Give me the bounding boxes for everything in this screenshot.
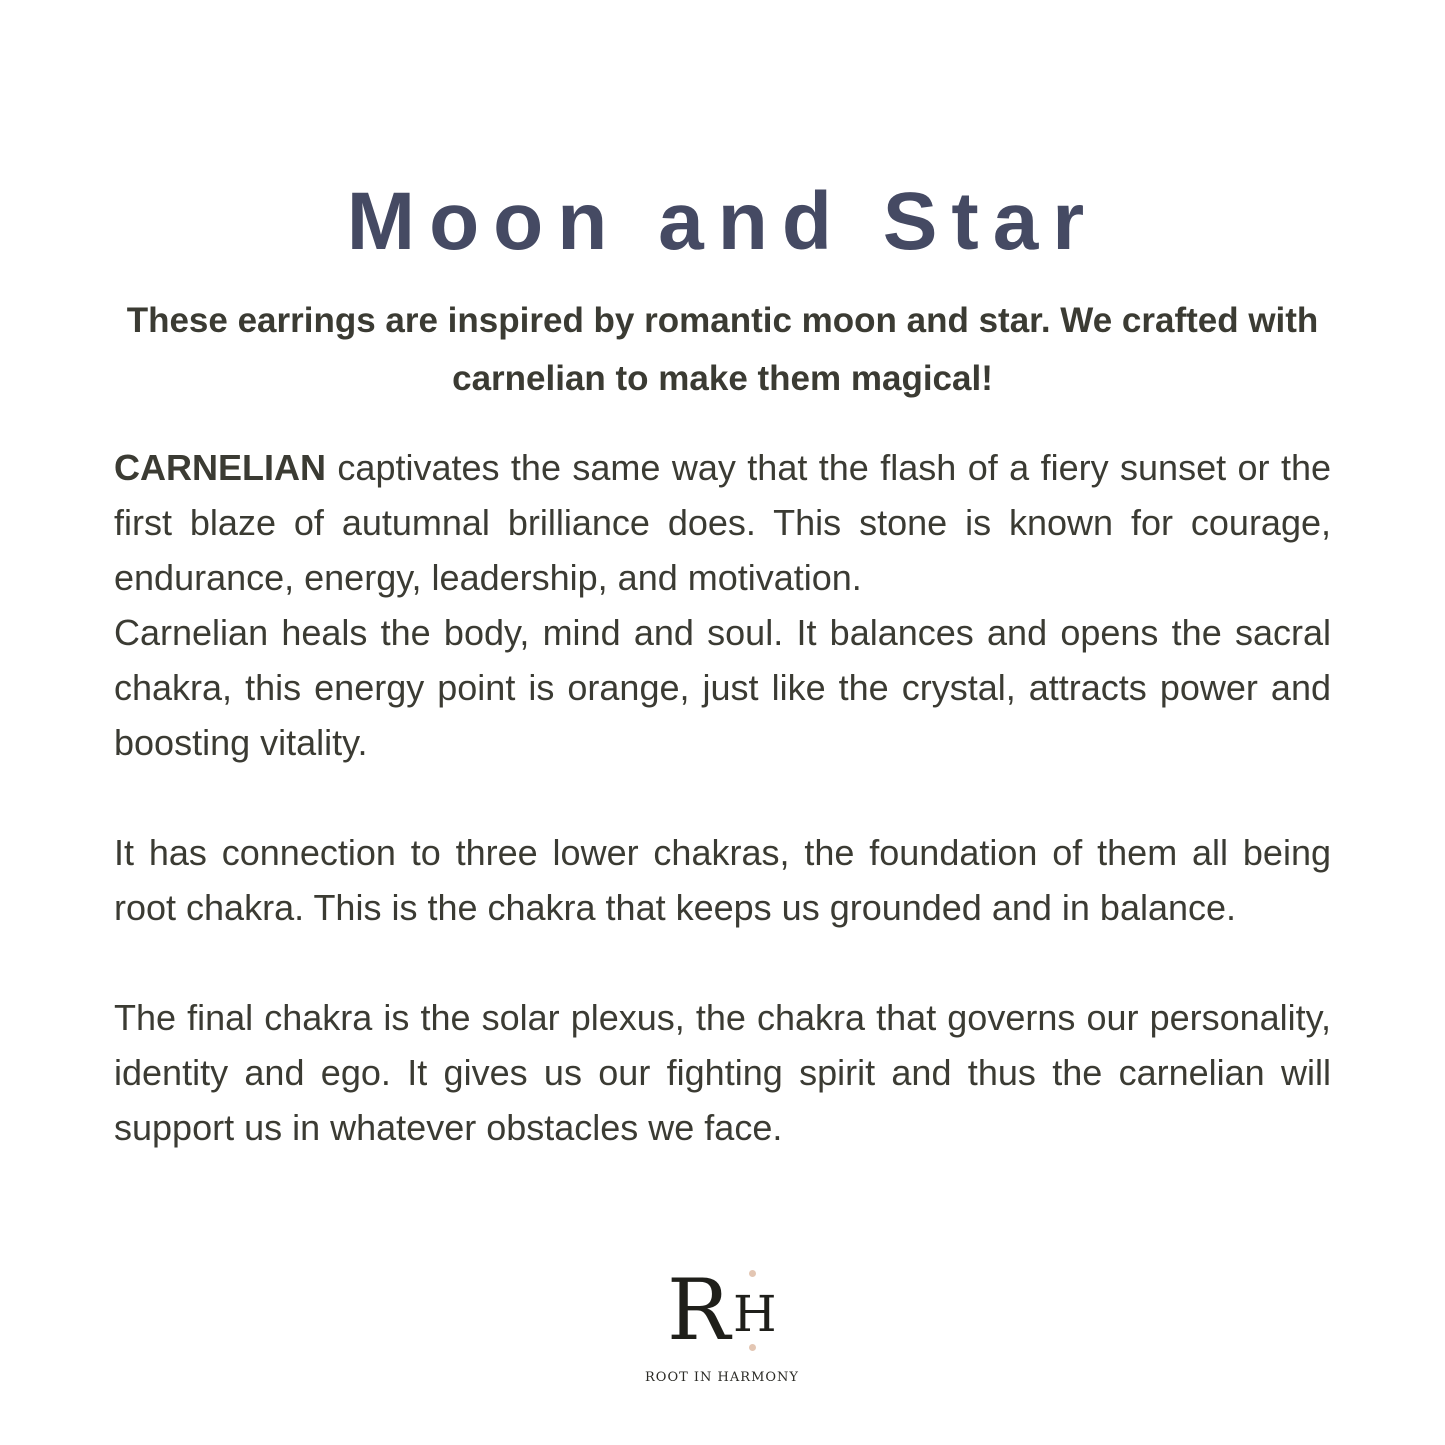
paragraph-lower-chakras: It has connection to three lower chakras, the foundation of them all being root chakra. This is the chakra that keeps us grounded and in balance. [114, 832, 1331, 928]
page-subtitle: These earrings are inspired by romantic moon and star. We crafted with carnelian to make them magical! [126, 301, 1319, 398]
logo-dot-bottom [749, 1344, 756, 1351]
paragraph-carnelian-intro [114, 440, 1331, 605]
logo-brand-name: ROOT IN HARMONY [645, 1370, 799, 1385]
logo-dot-top [749, 1270, 756, 1277]
carnelian-lead: CARNELIAN [114, 447, 326, 488]
description-body [114, 440, 1331, 1155]
paragraph-solar-plexus: The final chakra is the solar plexus, the chakra that governs our personality, identity and ego. It gives us our fighting spirit and thus the carnelian will support us in whatever obstacles we face. [114, 997, 1331, 1148]
paragraph-spacer [114, 770, 1331, 825]
paragraph-spacer [114, 935, 1331, 990]
logo-letter-r: R [667, 1261, 731, 1359]
brand-logo [622, 1262, 822, 1392]
carnelian-intro-text: captivates the same way that the flash of a fiery sunset or the first blaze of autumnal brilliance does. This stone is known for courage, endurance, energy, leadership, and motivation. [114, 447, 1331, 598]
logo-monogram [667, 1262, 787, 1358]
paragraph-healing: Carnelian heals the body, mind and soul. It balances and opens the sacral chakra, this energy point is orange, just like the crystal, attracts power and boosting vitality. [114, 612, 1331, 763]
logo-letter-h: H [733, 1285, 777, 1343]
page-title: Moon and Star [346, 176, 1099, 267]
